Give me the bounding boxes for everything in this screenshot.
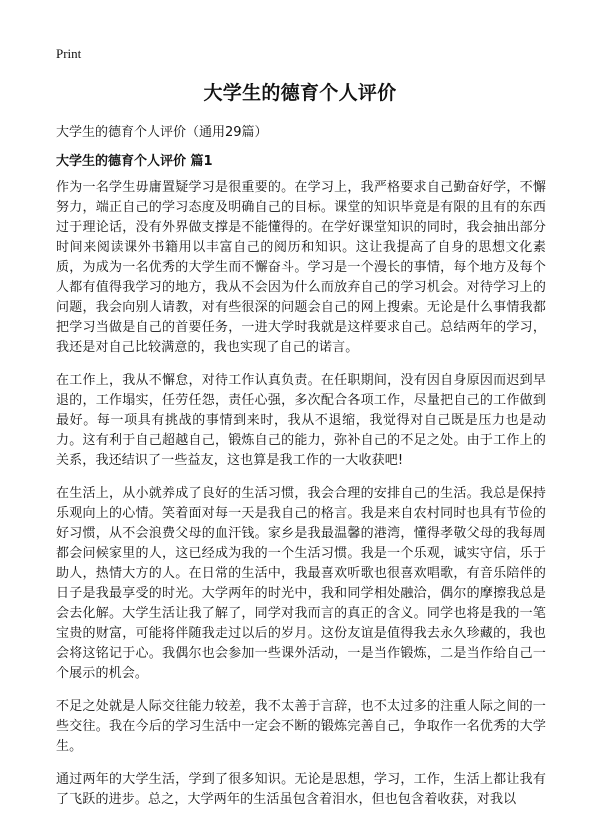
paragraph-study: 作为一名学生毋庸置疑学习是很重要的。在学习上，我严格要求自己勤奋好学，不懈努力，端正自己的学习态度及明确自己的目标。课堂的知识毕竟是有限的且有的东西过于理论话，没有外界做支撑是不能懂得的。在学好课堂知识的同时，我会抽出部分时间来阅读课外书籍用以丰富自己的阅历和知识。这让我提高了自身的思想文化素质，为成为一名优秀的大学生而不懈奋斗。学习是一个漫长的事情，每个地方及每个人都有值得我学习的地方，我从不会因为什么而放弃自己的学习机会。对待学习上的问题，我会向别人请教，对有些很深的问题会自己的网上搜索。无论是什么事情我都把学习当做是自己的首要任务，一进大学时我就是这样要求自己。总结两年的学习，我还是对自己比较满意的，我也实现了自己的诺言。 [56,180,546,355]
section-heading: 大学生的德育个人评价 篇1 [56,154,213,169]
print-link[interactable]: Print [56,46,82,61]
paragraph-weakness: 不足之处就是人际交往能力较差，我不太善于言辞，也不太过多的注重人际之间的一些交往。我在今后的学习生活中一定会不断的锻炼完善自己，争取作一名优秀的大学生。 [56,699,546,754]
document-body [56,178,546,823]
page-title: 大学生的德育个人评价 [203,82,397,104]
paragraph-work: 在工作上，我从不懈怠，对待工作认真负责。在任职期间，没有因自身原因而迟到早退的，工作塌实，任劳任怨，责任心强，多次配合各项工作，尽量把自己的工作做到最好。每一项具有挑战的事情到来时，我从不退缩，我觉得对自己既是压力也是动力。这有利于自己超越自己，锻炼自己的能力，弥补自己的不足之处。由于工作上的关系，我还结识了一些益友，这也算是我工作的一大收获吧! [56,373,546,468]
document-subtitle: 大学生的德育个人评价（通用29篇） [56,125,268,140]
paragraph-summary: 通过两年的大学生活，学到了很多知识。无论是思想，学习，工作，生活上都让我有了飞跃的进步。总之，大学两年的生活虽包含着泪水，但也包含着收获，对我以 [56,772,546,807]
paragraph-life: 在生活上，从小就养成了良好的生活习惯，我会合理的安排自己的生活。我总是保持乐观向上的心情。笑着面对每一天是我自己的格言。我是来自农村同时也具有节俭的好习惯，从不会浪费父母的血汗钱。家乡是我最温馨的港湾，懂得孝敬父母的我每周都会问候家里的人，这已经成为我的一个生活习惯。我是一个乐观，诚实守信，乐于助人，热情大方的人。在日常的生活中，我最喜欢听歌也很喜欢唱歌，有音乐陪伴的日子是我最享受的时光。大学两年的时光中，我和同学相处融洽，偶尔的摩擦我总是会去化解。大学生活让我了解了，同学对我而言的真正的含义。同学也将是我的一笔宝贵的财富，可能将伴随我走过以后的岁月。这份友谊是值得我去永久珍藏的，我也会将这铭记于心。我偶尔也会参加一些课外活动，一是当作锻炼，二是当作给自己一个展示的机会。 [56,486,546,681]
